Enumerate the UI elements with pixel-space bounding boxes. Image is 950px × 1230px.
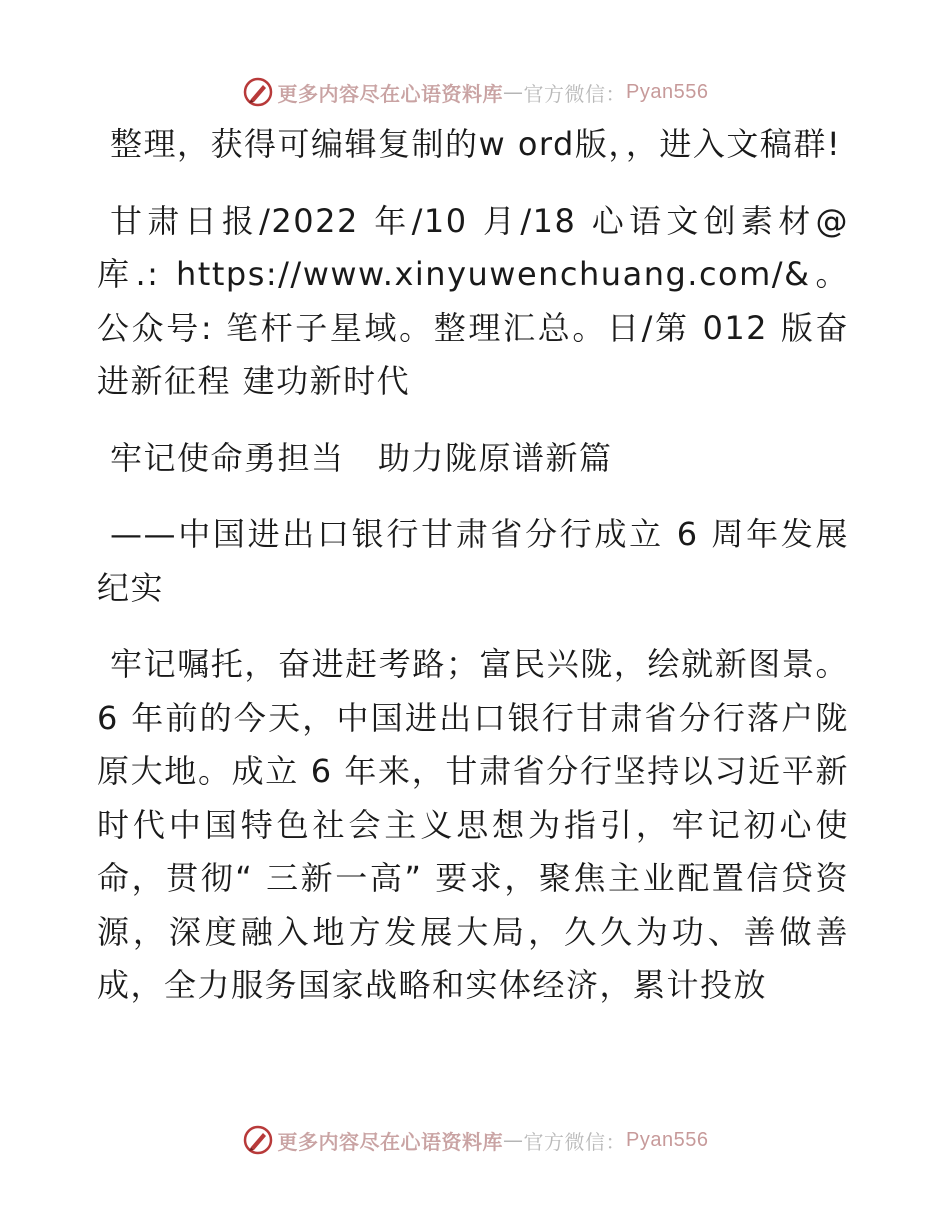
article-title: 牢记使命勇担当 助力陇原谱新篇: [110, 438, 613, 477]
banner-title: 更多内容尽在心语资料库: [277, 81, 504, 106]
paragraph-intro: 整理，获得可编辑复制的w ord版，，进入文稿群!: [110, 125, 842, 163]
banner-wechat-id: Pyan556: [626, 1128, 709, 1151]
document-body: [97, 118, 849, 1036]
pen-logo-icon: [242, 76, 274, 108]
header-banner: [0, 72, 950, 112]
banner-separator: —: [503, 1128, 524, 1152]
footer-banner: [0, 1120, 950, 1160]
banner-title: 更多内容尽在心语资料库: [277, 1129, 504, 1154]
banner-wechat-label: 官方微信：: [523, 1129, 627, 1154]
banner-wechat-id: Pyan556: [626, 80, 709, 103]
pen-logo-icon: [242, 1124, 274, 1156]
paragraph-source: 甘肃日报/2022 年/10 月/18 心语文创素材@库.: https://www.xinyuwenchuang.com/&。公众号: 笔杆子星域。整理汇总。日/第 012 版奋进新征程 建功新时代: [97, 201, 849, 400]
banner-separator: —: [503, 80, 524, 104]
banner-wechat-label: 官方微信：: [523, 81, 627, 106]
article-subtitle: ——中国进出口银行甘肃省分行成立 6 周年发展纪实: [97, 515, 849, 607]
paragraph-body: 牢记嘱托，奋进赶考路；富民兴陇，绘就新图景。6 年前的今天，中国进出口银行甘肃省分行落户陇原大地。成立 6 年来，甘肃省分行坚持以习近平新时代中国特色社会主义思想为指引，牢记初心使命，贯彻“ 三新一高” 要求，聚焦主业配置信贷资源，深度融入地方发展大局，久久为功、善做善成，全力服务国家战略和实体经济，累计投放: [97, 645, 849, 1004]
